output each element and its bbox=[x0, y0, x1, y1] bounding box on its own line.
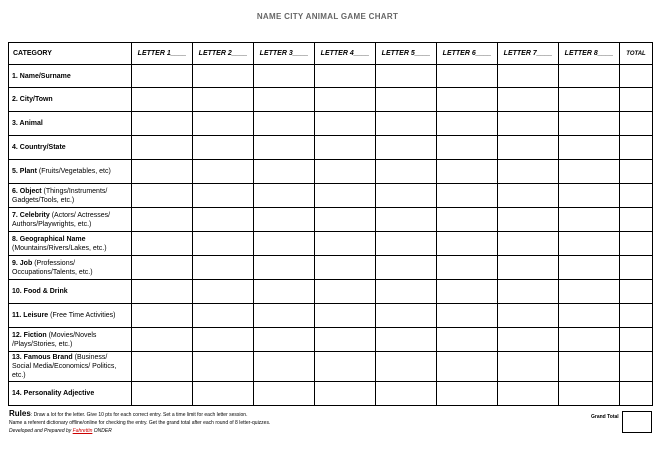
category-row bbox=[9, 280, 653, 304]
category-cell bbox=[9, 208, 132, 232]
letter-5-entry-cell[interactable] bbox=[376, 232, 437, 256]
letter-2-entry-cell[interactable] bbox=[193, 208, 254, 232]
letter-8-entry-cell[interactable] bbox=[559, 328, 620, 352]
letter-6-entry-cell[interactable] bbox=[437, 232, 498, 256]
letter-7-header: LETTER 7____ bbox=[498, 43, 559, 65]
letter-1-entry-cell[interactable] bbox=[132, 65, 193, 88]
category-cell bbox=[9, 382, 132, 406]
letter-4-entry-cell[interactable] bbox=[315, 65, 376, 88]
letter-4-entry-cell[interactable] bbox=[315, 382, 376, 406]
category-name: 2. City/Town bbox=[12, 96, 53, 103]
letter-2-entry-cell[interactable] bbox=[193, 88, 254, 112]
letter-4-entry-cell[interactable] bbox=[315, 280, 376, 304]
category-row bbox=[9, 232, 653, 256]
category-cell bbox=[9, 136, 132, 160]
letter-8-entry-cell[interactable] bbox=[559, 88, 620, 112]
letter-5-entry-cell[interactable] bbox=[376, 208, 437, 232]
letter-5-entry-cell[interactable] bbox=[376, 280, 437, 304]
letter-4-header: LETTER 4____ bbox=[315, 43, 376, 65]
letter-6-entry-cell[interactable] bbox=[437, 352, 498, 382]
letter-8-entry-cell[interactable] bbox=[559, 65, 620, 88]
letter-5-entry-cell[interactable] bbox=[376, 136, 437, 160]
credit-suffix: ONDER bbox=[92, 428, 112, 434]
letter-3-entry-cell[interactable] bbox=[254, 160, 315, 184]
letter-3-entry-cell[interactable] bbox=[254, 352, 315, 382]
letter-7-entry-cell[interactable] bbox=[498, 88, 559, 112]
letter-2-entry-cell[interactable] bbox=[193, 382, 254, 406]
letter-6-entry-cell[interactable] bbox=[437, 382, 498, 406]
letter-2-entry-cell[interactable] bbox=[193, 136, 254, 160]
letter-6-entry-cell[interactable] bbox=[437, 112, 498, 136]
category-examples: (Free Time Activities) bbox=[50, 312, 116, 319]
letter-7-entry-cell[interactable] bbox=[498, 256, 559, 280]
letter-7-entry-cell[interactable] bbox=[498, 232, 559, 256]
letter-8-entry-cell[interactable] bbox=[559, 112, 620, 136]
letter-4-entry-cell[interactable] bbox=[315, 112, 376, 136]
letter-2-entry-cell[interactable] bbox=[193, 328, 254, 352]
row-total-cell[interactable] bbox=[620, 136, 653, 160]
letter-1-entry-cell[interactable] bbox=[132, 256, 193, 280]
letter-1-entry-cell[interactable] bbox=[132, 232, 193, 256]
letter-8-entry-cell[interactable] bbox=[559, 304, 620, 328]
row-total-cell[interactable] bbox=[620, 112, 653, 136]
letter-7-entry-cell[interactable] bbox=[498, 65, 559, 88]
letter-7-entry-cell[interactable] bbox=[498, 160, 559, 184]
category-cell bbox=[9, 88, 132, 112]
category-name: 3. Animal bbox=[12, 120, 43, 127]
category-examples: (Actors/ Actresses/ Authors/Playwrights, etc.) bbox=[12, 211, 111, 228]
letter-3-entry-cell[interactable] bbox=[254, 280, 315, 304]
letter-3-entry-cell[interactable] bbox=[254, 184, 315, 208]
category-cell bbox=[9, 232, 132, 256]
letter-1-entry-cell[interactable] bbox=[132, 328, 193, 352]
letter-1-entry-cell[interactable] bbox=[132, 112, 193, 136]
category-examples: (Movies/Novels /Plays/Stories, etc.) bbox=[12, 331, 97, 348]
category-name: 4. Country/State bbox=[12, 144, 66, 151]
row-total-cell[interactable] bbox=[620, 160, 653, 184]
category-row bbox=[9, 208, 653, 232]
letter-4-entry-cell[interactable] bbox=[315, 208, 376, 232]
letter-8-entry-cell[interactable] bbox=[559, 208, 620, 232]
header-row bbox=[9, 43, 653, 65]
category-name: 12. Fiction bbox=[12, 331, 47, 339]
row-total-cell[interactable] bbox=[620, 328, 653, 352]
letter-2-entry-cell[interactable] bbox=[193, 280, 254, 304]
letter-6-entry-cell[interactable] bbox=[437, 160, 498, 184]
category-row bbox=[9, 88, 653, 112]
category-cell bbox=[9, 280, 132, 304]
letter-2-entry-cell[interactable] bbox=[193, 112, 254, 136]
row-total-cell[interactable] bbox=[620, 304, 653, 328]
letter-1-entry-cell[interactable] bbox=[132, 88, 193, 112]
letter-8-entry-cell[interactable] bbox=[559, 256, 620, 280]
letter-2-entry-cell[interactable] bbox=[193, 232, 254, 256]
category-row bbox=[9, 352, 653, 382]
letter-1-header: LETTER 1____ bbox=[132, 43, 193, 65]
letter-5-entry-cell[interactable] bbox=[376, 88, 437, 112]
row-total-cell[interactable] bbox=[620, 208, 653, 232]
category-name: 1. Name/Surname bbox=[12, 72, 71, 80]
row-total-cell[interactable] bbox=[620, 382, 653, 406]
letter-8-entry-cell[interactable] bbox=[559, 352, 620, 382]
letter-7-entry-cell[interactable] bbox=[498, 280, 559, 304]
letter-3-entry-cell[interactable] bbox=[254, 304, 315, 328]
letter-3-entry-cell[interactable] bbox=[254, 382, 315, 406]
category-name: 10. Food & Drink bbox=[12, 288, 68, 295]
letter-6-entry-cell[interactable] bbox=[437, 136, 498, 160]
letter-6-entry-cell[interactable] bbox=[437, 65, 498, 88]
row-total-cell[interactable] bbox=[620, 184, 653, 208]
letter-1-entry-cell[interactable] bbox=[132, 208, 193, 232]
rules-block bbox=[9, 410, 569, 435]
letter-5-entry-cell[interactable] bbox=[376, 256, 437, 280]
letter-7-entry-cell[interactable] bbox=[498, 184, 559, 208]
letter-7-entry-cell[interactable] bbox=[498, 112, 559, 136]
total-header: TOTAL bbox=[620, 43, 653, 65]
letter-2-entry-cell[interactable] bbox=[193, 304, 254, 328]
category-row bbox=[9, 136, 653, 160]
category-name: 5. Plant bbox=[12, 168, 37, 175]
category-row bbox=[9, 160, 653, 184]
category-name: 7. Celebrity bbox=[12, 211, 50, 219]
category-name: 9. Job bbox=[12, 259, 33, 267]
category-examples: (Professions/ Occupations/Talents, etc.) bbox=[12, 259, 93, 276]
category-row bbox=[9, 256, 653, 280]
category-cell bbox=[9, 65, 132, 88]
letter-1-entry-cell[interactable] bbox=[132, 136, 193, 160]
letter-4-entry-cell[interactable] bbox=[315, 256, 376, 280]
letter-6-header: LETTER 6____ bbox=[437, 43, 498, 65]
letter-5-entry-cell[interactable] bbox=[376, 160, 437, 184]
letter-8-entry-cell[interactable] bbox=[559, 280, 620, 304]
letter-7-entry-cell[interactable] bbox=[498, 382, 559, 406]
category-examples: (Mountains/Rivers/Lakes, etc.) bbox=[12, 244, 107, 252]
row-total-cell[interactable] bbox=[620, 280, 653, 304]
category-row bbox=[9, 112, 653, 136]
letter-3-entry-cell[interactable] bbox=[254, 256, 315, 280]
letter-5-entry-cell[interactable] bbox=[376, 184, 437, 208]
category-row bbox=[9, 328, 653, 352]
category-name: 13. Famous Brand bbox=[12, 354, 73, 361]
credit-prefix: Developed and Prepared by bbox=[9, 428, 73, 434]
letter-2-entry-cell[interactable] bbox=[193, 65, 254, 88]
category-cell bbox=[9, 160, 132, 184]
letter-1-entry-cell[interactable] bbox=[132, 382, 193, 406]
category-header: CATEGORY bbox=[9, 43, 132, 65]
row-total-cell[interactable] bbox=[620, 232, 653, 256]
letter-3-entry-cell[interactable] bbox=[254, 88, 315, 112]
rules-label: Rules bbox=[9, 409, 31, 418]
letter-5-entry-cell[interactable] bbox=[376, 304, 437, 328]
row-total-cell[interactable] bbox=[620, 352, 653, 382]
category-row bbox=[9, 382, 653, 406]
letter-2-entry-cell[interactable] bbox=[193, 352, 254, 382]
letter-5-entry-cell[interactable] bbox=[376, 382, 437, 406]
letter-5-entry-cell[interactable] bbox=[376, 328, 437, 352]
category-name: 8. Geographical Name bbox=[12, 235, 86, 243]
category-row bbox=[9, 184, 653, 208]
letter-7-entry-cell[interactable] bbox=[498, 136, 559, 160]
category-examples: (Business/ Social Media/Economics/ Politics, etc.) bbox=[12, 354, 117, 379]
letter-2-entry-cell[interactable] bbox=[193, 256, 254, 280]
letter-6-entry-cell[interactable] bbox=[437, 256, 498, 280]
letter-6-entry-cell[interactable] bbox=[437, 280, 498, 304]
letter-8-entry-cell[interactable] bbox=[559, 136, 620, 160]
category-cell bbox=[9, 184, 132, 208]
letter-3-entry-cell[interactable] bbox=[254, 208, 315, 232]
category-row bbox=[9, 304, 653, 328]
letter-6-entry-cell[interactable] bbox=[437, 208, 498, 232]
letter-3-entry-cell[interactable] bbox=[254, 112, 315, 136]
category-cell bbox=[9, 256, 132, 280]
letter-3-entry-cell[interactable] bbox=[254, 328, 315, 352]
letter-4-entry-cell[interactable] bbox=[315, 232, 376, 256]
letter-7-entry-cell[interactable] bbox=[498, 352, 559, 382]
credit-author: Fahrettin bbox=[72, 428, 93, 434]
letter-6-entry-cell[interactable] bbox=[437, 184, 498, 208]
category-name: 6. Object bbox=[12, 187, 42, 195]
game-chart-table bbox=[8, 42, 653, 406]
letter-7-entry-cell[interactable] bbox=[498, 304, 559, 328]
category-examples: (Things/Instruments/ Gadgets/Tools, etc.) bbox=[12, 187, 108, 204]
letter-8-entry-cell[interactable] bbox=[559, 382, 620, 406]
letter-7-entry-cell[interactable] bbox=[498, 208, 559, 232]
letter-5-header: LETTER 5____ bbox=[376, 43, 437, 65]
letter-3-header: LETTER 3____ bbox=[254, 43, 315, 65]
category-cell bbox=[9, 304, 132, 328]
letter-2-entry-cell[interactable] bbox=[193, 184, 254, 208]
credit-line bbox=[9, 427, 569, 435]
letter-4-entry-cell[interactable] bbox=[315, 184, 376, 208]
letter-6-entry-cell[interactable] bbox=[437, 88, 498, 112]
rules-line-2: Name a referent dictionary offline/online for checking the entry. Get the grand total after each round of 8 letter-quizzes. bbox=[9, 420, 271, 426]
letter-1-entry-cell[interactable] bbox=[132, 280, 193, 304]
letter-4-entry-cell[interactable] bbox=[315, 136, 376, 160]
letter-3-entry-cell[interactable] bbox=[254, 232, 315, 256]
category-cell bbox=[9, 352, 132, 382]
letter-1-entry-cell[interactable] bbox=[132, 184, 193, 208]
letter-4-entry-cell[interactable] bbox=[315, 328, 376, 352]
category-examples: (Fruits/Vegetables, etc) bbox=[38, 168, 111, 175]
letter-8-header: LETTER 8____ bbox=[559, 43, 620, 65]
category-row bbox=[9, 65, 653, 88]
row-total-cell[interactable] bbox=[620, 88, 653, 112]
letter-8-entry-cell[interactable] bbox=[559, 160, 620, 184]
category-cell bbox=[9, 328, 132, 352]
chart-title: NAME CITY ANIMAL GAME CHART bbox=[256, 12, 399, 21]
row-total-cell[interactable] bbox=[620, 65, 653, 88]
letter-3-entry-cell[interactable] bbox=[254, 136, 315, 160]
letter-8-entry-cell[interactable] bbox=[559, 232, 620, 256]
grand-total-box[interactable] bbox=[622, 411, 652, 433]
letter-3-entry-cell[interactable] bbox=[254, 65, 315, 88]
letter-2-entry-cell[interactable] bbox=[193, 160, 254, 184]
category-name: 14. Personality Adjective bbox=[12, 390, 95, 397]
letter-7-entry-cell[interactable] bbox=[498, 328, 559, 352]
letter-8-entry-cell[interactable] bbox=[559, 184, 620, 208]
category-cell bbox=[9, 112, 132, 136]
letter-6-entry-cell[interactable] bbox=[437, 304, 498, 328]
row-total-cell[interactable] bbox=[620, 256, 653, 280]
letter-5-entry-cell[interactable] bbox=[376, 65, 437, 88]
letter-1-entry-cell[interactable] bbox=[132, 304, 193, 328]
letter-5-entry-cell[interactable] bbox=[376, 352, 437, 382]
letter-4-entry-cell[interactable] bbox=[315, 304, 376, 328]
letter-1-entry-cell[interactable] bbox=[132, 160, 193, 184]
rules-line-1: : Draw a lot for the letter. Give 10 pts for each correct entry. Set a time limit for each letter session. bbox=[30, 412, 248, 418]
letter-4-entry-cell[interactable] bbox=[315, 160, 376, 184]
letter-2-header: LETTER 2____ bbox=[193, 43, 254, 65]
grand-total-label: Grand Total bbox=[591, 414, 619, 420]
letter-4-entry-cell[interactable] bbox=[315, 352, 376, 382]
letter-5-entry-cell[interactable] bbox=[376, 112, 437, 136]
letter-4-entry-cell[interactable] bbox=[315, 88, 376, 112]
letter-6-entry-cell[interactable] bbox=[437, 328, 498, 352]
letter-1-entry-cell[interactable] bbox=[132, 352, 193, 382]
category-name: 11. Leisure bbox=[12, 312, 49, 319]
